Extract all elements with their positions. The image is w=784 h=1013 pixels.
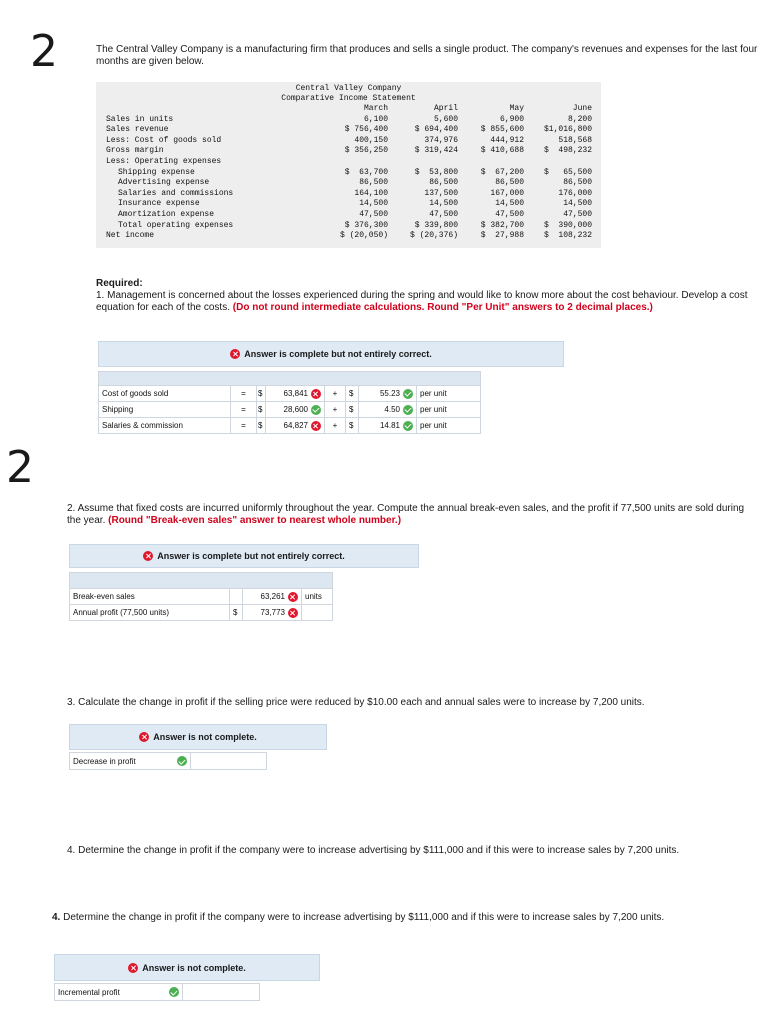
req4-answer-table bbox=[54, 983, 260, 1001]
equals-sign: = bbox=[230, 417, 257, 434]
statement-value: 137,500 bbox=[424, 188, 458, 198]
fixed-cost-value: 64,827 bbox=[283, 421, 308, 430]
req2-banner-text: Answer is complete but not entirely correct. bbox=[157, 551, 345, 561]
statement-row bbox=[96, 146, 601, 157]
statement-row bbox=[96, 178, 601, 189]
check-icon bbox=[403, 421, 413, 431]
statement-row bbox=[96, 221, 601, 232]
check-icon bbox=[311, 405, 321, 415]
statement-value: 14,500 bbox=[495, 199, 524, 209]
req4-text-second bbox=[52, 912, 752, 924]
equals-sign: = bbox=[230, 385, 257, 402]
check-icon bbox=[403, 405, 413, 415]
cost-label: Cost of goods sold bbox=[98, 385, 231, 402]
req2-question: 2. Assume that fixed costs are incurred uniformly throughout the year. Compute the annual break-even sales, and the profit if 77,500 units are sold during the year. bbox=[67, 503, 745, 526]
x-icon bbox=[139, 732, 149, 742]
statement-row-label: Sales in units bbox=[106, 114, 174, 124]
variable-cost-value: 55.23 bbox=[379, 389, 400, 398]
fixed-cost-input[interactable] bbox=[265, 385, 325, 402]
statement-row bbox=[96, 231, 601, 242]
variable-cost-value: 4.50 bbox=[384, 405, 400, 414]
statement-value: 164,100 bbox=[354, 188, 388, 198]
dollar-sign: $ bbox=[256, 401, 266, 418]
statement-value: 86,500 bbox=[495, 178, 524, 188]
month-header: March bbox=[363, 104, 388, 113]
req2-table-header bbox=[69, 572, 333, 589]
req2-value-input[interactable] bbox=[242, 604, 302, 621]
statement-value: $ 390,000 bbox=[543, 220, 592, 230]
plus-sign: + bbox=[324, 385, 346, 402]
statement-row-label: Less: Operating expenses bbox=[106, 156, 222, 166]
statement-value: $ 65,500 bbox=[543, 167, 592, 177]
per-unit-label: per unit bbox=[416, 385, 481, 402]
req2-value: 73,773 bbox=[260, 608, 285, 617]
cost-label: Shipping bbox=[98, 401, 231, 418]
req2-answer-table bbox=[69, 572, 333, 622]
check-icon bbox=[177, 756, 187, 766]
dollar-sign: $ bbox=[345, 385, 359, 402]
income-statement bbox=[96, 82, 601, 248]
fixed-cost-input[interactable] bbox=[265, 401, 325, 418]
unit-label: units bbox=[301, 588, 333, 605]
statement-title: Central Valley Company bbox=[295, 84, 402, 93]
statement-value: $ 382,700 bbox=[480, 220, 524, 230]
req1-note: (Do not round intermediate calculations. Round "Per Unit" answers to 2 decimal places.) bbox=[232, 302, 653, 313]
dollar-sign: $ bbox=[256, 417, 266, 434]
req4-number: 4. bbox=[52, 912, 61, 923]
dollar-sign: $ bbox=[345, 401, 359, 418]
x-icon bbox=[288, 608, 298, 618]
statement-value: 6,100 bbox=[363, 114, 388, 124]
req4-status-banner bbox=[54, 954, 320, 981]
dollar-sign: $ bbox=[229, 604, 243, 621]
req4-question: Determine the change in profit if the company were to increase advertising by $111,000 and if this were to increase sales by 7,200 units. bbox=[60, 912, 665, 923]
statement-value: 6,900 bbox=[499, 114, 524, 124]
fixed-cost-value: 28,600 bbox=[283, 405, 308, 414]
x-icon bbox=[288, 592, 298, 602]
statement-value: $ 410,688 bbox=[480, 146, 524, 156]
req2-row-label: Annual profit (77,500 units) bbox=[69, 604, 230, 621]
statement-value: 14,500 bbox=[429, 199, 458, 209]
statement-value: $ 694,400 bbox=[414, 125, 458, 135]
variable-cost-value: 14.81 bbox=[379, 421, 400, 430]
statement-value: 400,150 bbox=[354, 135, 388, 145]
statement-row-label: Net income bbox=[106, 231, 155, 241]
decrease-in-profit-label-cell bbox=[69, 752, 191, 770]
statement-value: 86,500 bbox=[429, 178, 458, 188]
statement-row-label: Less: Cost of goods sold bbox=[106, 135, 222, 145]
variable-cost-input[interactable] bbox=[358, 385, 417, 402]
req1-question: 1. Management is concerned about the losses experienced during the spring and would like to know more about the cost behaviour. Develop a cost equation for each of the costs. bbox=[96, 290, 748, 313]
statement-value: $ 756,400 bbox=[344, 125, 388, 135]
statement-subtitle: Comparative Income Statement bbox=[281, 94, 416, 103]
statement-value: $ 63,700 bbox=[344, 167, 388, 177]
statement-value: 47,500 bbox=[563, 209, 592, 219]
unit-label bbox=[301, 604, 333, 621]
req2-note: (Round "Break-even sales" answer to nearest whole number.) bbox=[108, 515, 402, 526]
statement-value: 374,976 bbox=[424, 135, 458, 145]
x-icon bbox=[128, 963, 138, 973]
statement-value: 167,000 bbox=[490, 188, 524, 198]
statement-value: $ (20,050) bbox=[339, 231, 388, 241]
statement-value: $ 53,800 bbox=[414, 167, 458, 177]
decrease-in-profit-input[interactable] bbox=[190, 752, 267, 770]
check-icon bbox=[169, 987, 179, 997]
fixed-cost-input[interactable] bbox=[265, 417, 325, 434]
statement-value: $ 498,232 bbox=[543, 146, 592, 156]
x-icon bbox=[143, 551, 153, 561]
equals-sign: = bbox=[230, 401, 257, 418]
statement-row bbox=[96, 210, 601, 221]
req2-value: 63,261 bbox=[260, 592, 285, 601]
statement-value: $ 339,800 bbox=[414, 220, 458, 230]
month-header: June bbox=[572, 104, 592, 113]
statement-row bbox=[96, 189, 601, 200]
problem-number-top: 2 bbox=[30, 26, 58, 77]
plus-sign: + bbox=[324, 417, 346, 434]
req3-answer-table bbox=[69, 752, 267, 770]
statement-row-label: Salaries and commissions bbox=[118, 188, 234, 198]
req3-banner-text: Answer is not complete. bbox=[153, 732, 257, 742]
fixed-cost-value: 63,841 bbox=[283, 389, 308, 398]
x-icon bbox=[230, 349, 240, 359]
required-heading: Required: bbox=[96, 278, 143, 289]
statement-value: 444,912 bbox=[490, 135, 524, 145]
statement-row bbox=[96, 125, 601, 136]
variable-cost-input[interactable] bbox=[358, 417, 417, 434]
dollar-sign: $ bbox=[345, 417, 359, 434]
intro-text: The Central Valley Company is a manufacturing firm that produces and sells a single product. The company's revenues and expenses for the last four months are given below. bbox=[96, 44, 758, 67]
req3-text: 3. Calculate the change in profit if the selling price were reduced by $10.00 each and annual sales were to increase by 7,200 units. bbox=[67, 697, 645, 708]
statement-value: $ 27,988 bbox=[480, 231, 524, 241]
statement-value: 5,600 bbox=[433, 114, 458, 124]
statement-row bbox=[96, 199, 601, 210]
statement-row-label: Insurance expense bbox=[118, 199, 200, 209]
statement-value: $ 67,200 bbox=[480, 167, 524, 177]
statement-value: $ 376,300 bbox=[344, 220, 388, 230]
statement-row-label: Gross margin bbox=[106, 146, 164, 156]
statement-row-label: Total operating expenses bbox=[118, 220, 234, 230]
dollar-sign: $ bbox=[256, 385, 266, 402]
req1-status-banner bbox=[98, 341, 564, 367]
statement-value: 176,000 bbox=[558, 188, 592, 198]
variable-cost-input[interactable] bbox=[358, 401, 417, 418]
req1-answer-table bbox=[98, 371, 481, 435]
statement-row bbox=[96, 136, 601, 147]
statement-value: $ (20,376) bbox=[409, 231, 458, 241]
month-header: May bbox=[509, 104, 524, 113]
req4-text-first: 4. Determine the change in profit if the company were to increase advertising by $111,000 and if this were to increase sales by 7,200 units. bbox=[67, 845, 680, 856]
statement-value: $ 108,232 bbox=[543, 231, 592, 241]
cost-label: Salaries & commission bbox=[98, 417, 231, 434]
check-icon bbox=[403, 389, 413, 399]
statement-row bbox=[96, 168, 601, 179]
statement-row bbox=[96, 115, 601, 126]
statement-value: 47,500 bbox=[359, 209, 388, 219]
statement-value: 14,500 bbox=[563, 199, 592, 209]
statement-value: 47,500 bbox=[495, 209, 524, 219]
statement-value: $1,016,800 bbox=[543, 125, 592, 135]
statement-row bbox=[96, 157, 601, 168]
statement-row-label: Shipping expense bbox=[118, 167, 195, 177]
statement-row-label: Sales revenue bbox=[106, 125, 169, 135]
problem-number-side: 2 bbox=[6, 442, 34, 493]
req4-banner-text: Answer is not complete. bbox=[142, 962, 246, 973]
statement-value: 47,500 bbox=[429, 209, 458, 219]
statement-row-label: Advertising expense bbox=[118, 178, 210, 188]
x-icon bbox=[311, 389, 321, 399]
statement-value: 14,500 bbox=[359, 199, 388, 209]
month-header: April bbox=[433, 104, 458, 113]
req2-value-input[interactable] bbox=[242, 588, 302, 605]
statement-row-label: Amortization expense bbox=[118, 209, 215, 219]
statement-value: $ 319,424 bbox=[414, 146, 458, 156]
incremental-profit-label-cell bbox=[54, 983, 183, 1001]
req1-banner-text: Answer is complete but not entirely correct. bbox=[244, 349, 432, 359]
plus-sign: + bbox=[324, 401, 346, 418]
req2-text bbox=[67, 503, 747, 527]
statement-value: $ 356,250 bbox=[344, 146, 388, 156]
incremental-profit-label: Incremental profit bbox=[58, 987, 120, 997]
incremental-profit-input[interactable] bbox=[182, 983, 260, 1001]
req3-status-banner bbox=[69, 724, 327, 750]
req1-text bbox=[96, 290, 756, 314]
req2-status-banner bbox=[69, 544, 419, 568]
decrease-in-profit-label: Decrease in profit bbox=[73, 756, 136, 766]
req1-table-header bbox=[98, 371, 481, 386]
per-unit-label: per unit bbox=[416, 401, 481, 418]
statement-value: 8,200 bbox=[567, 114, 592, 124]
req2-row-label: Break-even sales bbox=[69, 588, 230, 605]
statement-value: $ 855,600 bbox=[480, 125, 524, 135]
statement-value: 518,568 bbox=[558, 135, 592, 145]
statement-value: 86,500 bbox=[563, 178, 592, 188]
statement-value: 86,500 bbox=[359, 178, 388, 188]
x-icon bbox=[311, 421, 321, 431]
per-unit-label: per unit bbox=[416, 417, 481, 434]
dollar-sign bbox=[229, 588, 243, 605]
